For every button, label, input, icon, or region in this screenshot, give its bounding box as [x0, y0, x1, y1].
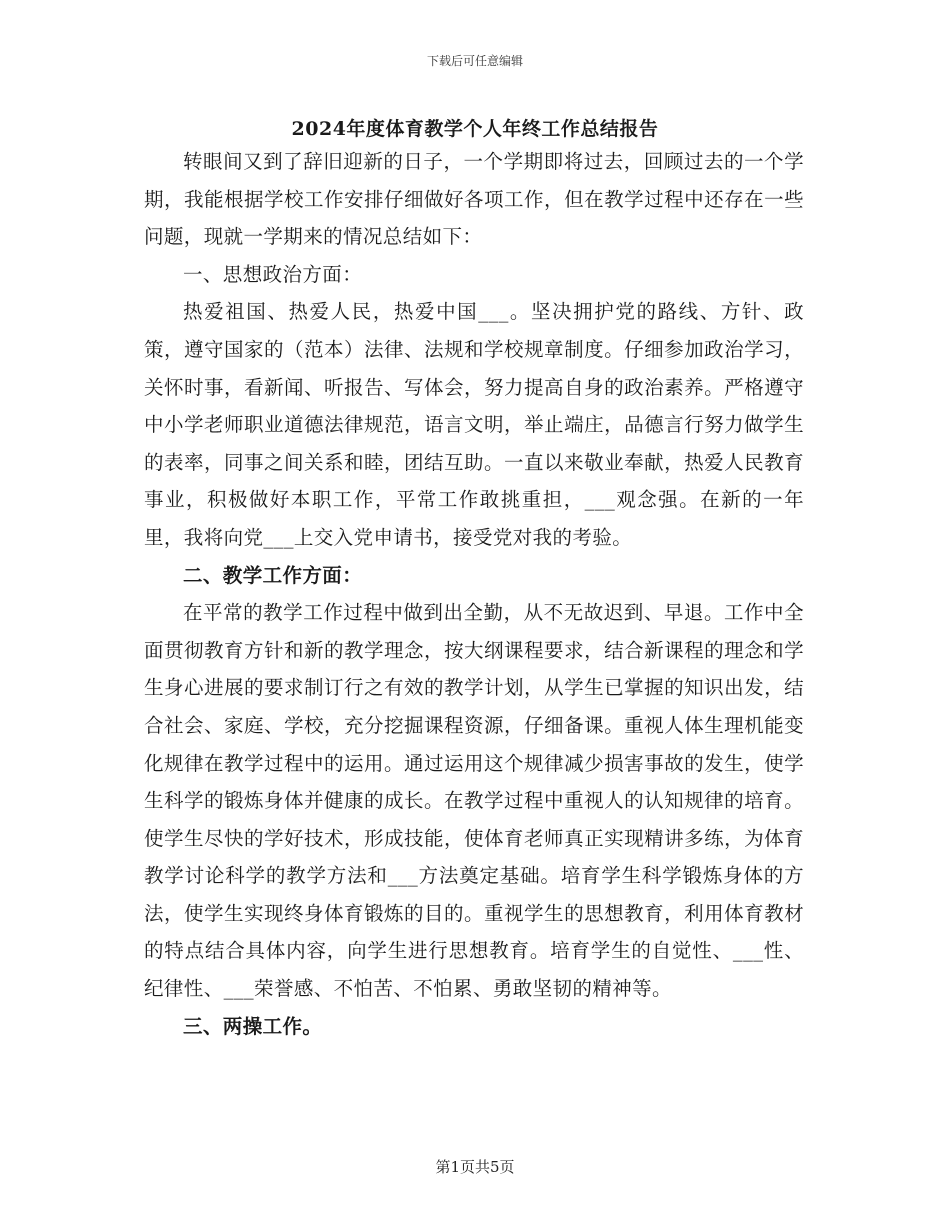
header-note: 下载后可任意编辑	[426, 54, 523, 68]
intro-paragraph: 转眼间又到了辞旧迎新的日子，一个学期即将过去，回顾过去的一个学期，我能根据学校工作安排仔细做好各项工作，但在教学过程中还存在一些问题，现就一学期来的情况总结如下：	[144, 150, 804, 249]
section-heading-teaching: 二、教学工作方面：	[183, 563, 363, 587]
teaching-paragraph: 在平常的教学工作过程中做到出全勤，从不无故迟到、早退。工作中全面贯彻教育方针和新的教学理念，按大纲课程要求，结合新课程的理念和学生身心进展的要求制订行之有效的教学计划，从学生已掌握的知识出发，结合社会、家庭、学校，充分挖掘课程资源，仔细备课。重视人体生理机能变化规律在教学过程中的运用。通过运用这个规律减少损害事故的发生，使学生科学的锻炼身体并健康的成长。在教学过程中重视人的认知规律的培育。使学生尽快的学好技术，形成技能，使体育老师真正实现精讲多练，为体育教学讨论科学的教学方法和___方法奠定基础。培育学生科学锻炼身体的方法，使学生实现终身体育锻炼的目的。重视学生的思想教育，利用体育教材的特点结合具体内容，向学生进行思想教育。培育学生的自觉性、___性、纪律性、___荣誉感、不怕苦、不怕累、勇敢坚韧的精神等。	[144, 601, 804, 1001]
page-footer: 第1页共5页	[435, 1158, 515, 1176]
document-body	[144, 143, 804, 1045]
section-heading-politics: 一、思想政治方面：	[183, 262, 363, 286]
politics-paragraph: 热爱祖国、热爱人民，热爱中国___。坚决拥护党的路线、方针、政策，遵守国家的（范本）法律、法规和学校规章制度。仔细参加政治学习，关怀时事，看新闻、听报告、写体会，努力提高自身的政治素养。严格遵守中小学老师职业道德法律规范，语言文明，举止端庄，品德言行努力做学生的表率，同事之间关系和睦，团结互助。一直以来敬业奉献，热爱人民教育事业，积极做好本职工作，平常工作敢挑重担，___观念强。在新的一年里，我将向党___上交入党申请书，接受党对我的考验。	[144, 300, 804, 549]
document-title: 2024年度体育教学个人年终工作总结报告	[291, 118, 659, 140]
section-heading-exercises: 三、两操工作。	[183, 1014, 323, 1038]
